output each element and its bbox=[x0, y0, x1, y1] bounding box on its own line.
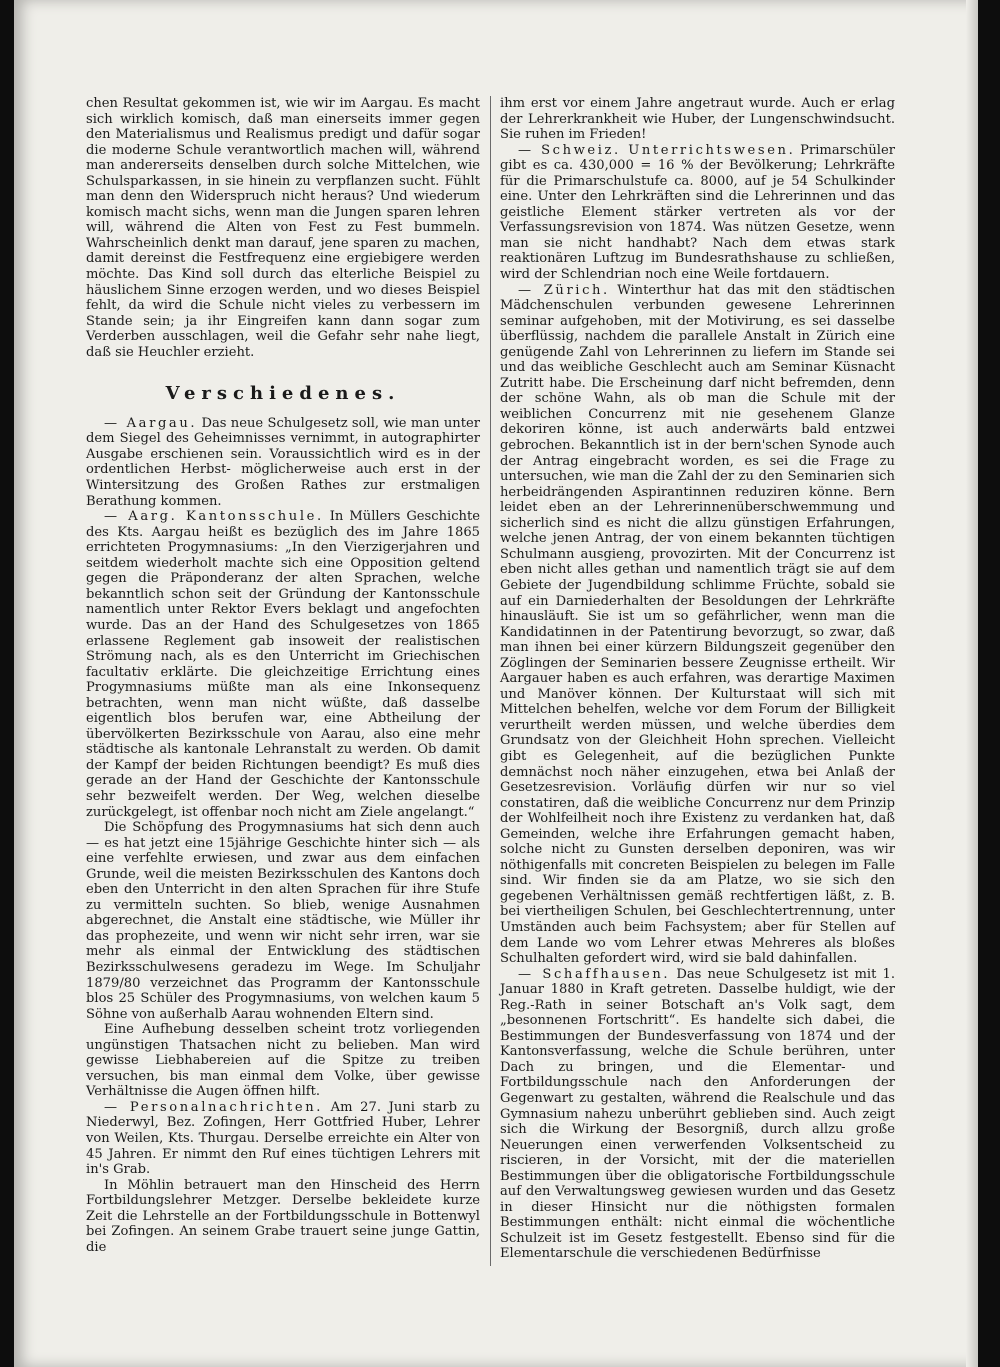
section-heading: Verschiedenes. bbox=[165, 383, 401, 405]
paragraph-kantonsschule: — Aarg. Kantonsschule. In Müllers Geschichte des Kts. Aargau heißt es bezüglich des im Jahre 1865 errichteten Progymnasiums: „In den Vierzigerjahren und seitdem wiederholt machte sich eine Opposition geltend gegen die Präponderanz der alten Sprachen, welche bekanntlich schon seit der Gründung der Kantonsschule namentlich unter Rektor Evers beklagt und angefochten wurde. Das an der Hand des Schulgesetzes von 1865 erlassene Reglement gab insoweit der realistischen Strömung nach, als es den Unterricht im Griechischen facultativ erklärte. Die gleichzeitige Errichtung eines Progymnasiums müßte man als eine Inkonsequenz betrachten, wenn man nicht wüßte, daß dasselbe eigentlich blos berufen war, eine Abtheilung der übervölkerten Bezirksschule von Aarau, also eine mehr städtische als kantonale Lehranstalt zu werden. Ob damit der Kampf der beiden Richtungen beendigt? Es muß dies gerade an der Hand der Geschichte der Kantonsschule sehr bezweifelt werden. Der Weg, welchen dieselbe zurückgelegt, ist offenbar noch nicht am Ziele angelangt.“ bbox=[86, 509, 480, 820]
paragraph-schulsparkassen: chen Resultat gekommen ist, wie wir im Aargau. Es macht sich wirklich komisch, daß man einerseits immer gegen den Materialismus und Realismus predigt und dafür sogar die moderne Schule verantwortlich machen will, während man andererseits denselben durch solche Mittelchen, wie Schulsparkassen, in sie hinein zu verpflanzen sucht. Fühlt man denn den Widerspruch nicht heraus? Und wiederum komisch macht sichs, wenn man die Jungen sparen lehren will, während die Alten von Fest zu Fest bummeln. Wahrscheinlich denkt man darauf, jene sparen zu machen, damit dereinst die Festfrequenz eine ergiebigere werden möchte. Das Kind soll durch das elterliche Beispiel zu häuslichem Sinne erzogen werden, und wo dieses Beispiel fehlt, da wird die Schule nicht vieles zu verbessern im Stande sein; ja ihr Eingreifen kann dann sogar zum Verderben ausschlagen, weil die Gefahr sehr nahe liegt, daß sie Heuchler erzieht. bbox=[86, 96, 480, 360]
paragraph-schaffhausen: — Schaffhausen. Das neue Schulgesetz ist mit 1. Januar 1880 in Kraft getreten. Dasselbe huldigt, wie der Reg.-Rath in seiner Botschaft an's Volk sagt, dem „besonnenen Fortschritt“. Es handelte sich dabei, die Bestimmungen der Bundesverfassung von 1874 und der Kantonsverfassung, welche die Schule berühren, unter Dach zu bringen, und die Elementar- und Fortbildungsschule nach den Anforderungen der Gegenwart zu gestalten, während die Realschule und das Gymnasium nahezu unberührt geblieben sind. Auch zeigt sich die Wirkung der Besorgniß, durch allzu große Neuerungen einen verwerfenden Volksentscheid zu riscieren, in der Vorsicht, mit der die materiellen Bestimmungen über die obligatorische Fortbildungsschule auf den Verwaltungsweg gewiesen wurden und das Gesetz in dieser Hinsicht nur die nöthigsten formalen Bestimmungen enthält: nicht einmal die wöchentliche Schulzeit ist im Gesetz festgestellt. Ebenso sind für die Elementarschule die verschiedenen Bedürfnisse bbox=[500, 966, 895, 1262]
paragraph-aargau: — Aargau. Das neue Schulgesetz soll, wie man unter dem Siegel des Geheimnisses vernimmt, in autographirter Ausgabe erschienen sein. Voraussichtlich wird es in der ordentlichen Herbst- möglicherweise auch erst in der Wintersitzung des Großen Rathes zur erstmaligen Berathung kommen. bbox=[86, 415, 480, 509]
paragraph-moehlin: In Möhlin betrauert man den Hinscheid des Herrn Fortbildungslehrer Metzger. Derselbe bekleidete kurze Zeit die Lehrstelle an der Fortbildungsschule in Bottenwyl bei Zofingen. An seinem Grabe trauert seine junge Gattin, die bbox=[86, 1177, 480, 1255]
item-lead: — Aargau. bbox=[104, 415, 198, 431]
paragraph-continuation: ihm erst vor einem Jahre angetraut wurde. Auch er erlag der Lehrerkrankheit wie Huber, der Lungenschwindsucht. Sie ruhen im Frieden! bbox=[500, 96, 895, 143]
right-column bbox=[500, 96, 895, 1262]
paragraph-personal: — Personalnachrichten. Am 27. Juni starb zu Niederwyl, Bez. Zofingen, Herr Gottfried Huber, Lehrer von Weilen, Kts. Thurgau. Derselbe erreichte ein Alter von 45 Jahren. Er nimmt den Ruf eines tüchtigen Lehrers mit in's Grab. bbox=[86, 1099, 480, 1178]
item-lead: — Zürich. bbox=[518, 282, 610, 298]
paragraph-zuerich: — Zürich. Winterthur hat das mit den städtischen Mädchenschulen verbunden gewesene Lehrerinnen seminar aufgehoben, mit der Motivirung, es sei dasselbe überflüssig, nachdem die parallele Anstalt in Zürich eine genügende Zahl von Lehrerinnen zu liefern im Stande sei und das weibliche Geschlecht auch am Seminar Küsnacht Zutritt habe. Die Erscheinung darf nicht befremden, denn der schöne Wahn, als ob man die Schule mit der weiblichen Concurrenz mit nie gesehenem Glanze dekoriren könne, ist auch anderwärts bald entzwei gebrochen. Bekanntlich ist in der bern'schen Synode auch der Antrag eingebracht worden, es sei die Frage zu untersuchen, wie man die Zahl der zu den Seminarien sich herbeidrängenden Aspirantinnen reduziren könne. Bern leidet eben an der Lehrerinnenüberschwemmung und sicherlich sind es nicht die allzu günstigen Erfahrungen, welche jenen Antrag, der von einem bekannten tüchtigen Schulmann ausgieng, provozirten. Mit der Concurrenz ist eben nicht alles gethan und namentlich trägt sie auf dem Gebiete der Jugendbildung schlimme Früchte, sobald sie auf ein Darniederhalten der Besoldungen der Lehrkräfte hinausläuft. Sie ist um so gefährlicher, wenn man die Kandidatinnen in der Patentirung bevorzugt, so zwar, daß man ihnen bei einer kürzern Bildungszeit gegenüber den Zöglingen der Seminarien bessere Zeugnisse ertheilt. Wir Aargauer haben es auch erfahren, was derartige Maximen und Manöver können. Der Kulturstaat will sich mit Mittelchen behelfen, welche vor dem Forum der Billigkeit verurtheilt werden müssen, und welche überdies dem Grundsatz von der Gleichheit Hohn sprechen. Vielleicht gibt es Gelegenheit, auf die bezüglichen Punkte demnächst noch näher einzugehen, etwa bei Anlaß der Gesetzesrevision. Vorläufig dürfen wir nur so viel constatiren, daß die weibliche Concurrenz nur dem Prinzip der Wohlfeilheit noch ihre Existenz zu verdanken hat, daß Gemeinden, welche ihre Erfahrungen gemacht haben, solche nicht zu Gunsten derselben deponiren, was wir nöthigenfalls mit concreten Beispielen zu belegen im Falle sind. Wir finden sie da am Platze, wo sie sich den gegebenen Verhältnissen gemäß rechtfertigen läßt, z. B. bei viertheiligen Schulen, bei Geschlechtertrennung, unter Umständen auch beim Fachsystem; aber für Stellen auf dem Lande wo vom Lehrer etwas Mehreres als bloßes Schulhalten gefordert wird, wird sie bald dahinfallen. bbox=[500, 282, 895, 967]
page-edge bbox=[966, 0, 978, 1367]
paragraph-aufhebung: Eine Aufhebung desselben scheint trotz vorliegenden ungünstigen Thatsachen nicht zu belieben. Man wird gewisse Liebhabereien auf die Spitze zu treiben versuchen, bis man einmal dem Volke, über gewisse Verhältnisse die Augen öffnen hilft. bbox=[86, 1022, 480, 1100]
item-lead: — Personalnachrichten. bbox=[104, 1099, 324, 1115]
item-lead: — Aarg. Kantonsschule. bbox=[104, 509, 324, 525]
item-lead: — Schweiz. Unterrichtswesen. bbox=[518, 142, 796, 158]
paragraph-schweiz: — Schweiz. Unterrichtswesen. Primarschüler gibt es ca. 430,000 = 16 % der Bevölkerung; Lehrkräfte für die Primarschulstufe ca. 8000, auf je 54 Schulkinder eine. Unter den Lehrkräften sind die Lehrerinnen und das geistliche Element stärker vertreten als vor der Verfassungsrevision von 1874. Was nützen Gesetze, wenn man sie nicht handhabt? Nach dem etwas stark reaktionären Luftzug im Bundesrathshause zu schließen, wird der Schlendrian noch eine Weile fortdauern. bbox=[500, 142, 895, 283]
column-divider bbox=[490, 96, 491, 1266]
paragraph-schoepfung: Die Schöpfung des Progymnasiums hat sich denn auch— es hat jetzt eine 15jährige Geschichte hinter sich — als eine verfehlte erwiesen, und zwar aus dem einfachen Grunde, weil die meisten Bezirksschulen des Kantons doch eben den Unterricht in den alten Sprachen für ihre Stufe zu vermitteln suchten. So blieb, wenige Ausnahmen abgerechnet, die Anstalt eine städtische, wie Müller ihr das prophezeite, und wenn wir nicht sehr irren, war sie mehr als einmal der Entwicklung des städtischen Bezirksschulwesens geradezu im Wege. Im Schuljahr 1879/80 verzeichnet das Programm der Kantonsschule blos 25 Schüler des Progymnasiums, von welchen kaum 5 Söhne von außerhalb Aarau wohnenden Eltern sind. bbox=[86, 820, 480, 1022]
left-column bbox=[86, 96, 480, 1255]
item-lead: — Schaffhausen. bbox=[518, 966, 671, 982]
